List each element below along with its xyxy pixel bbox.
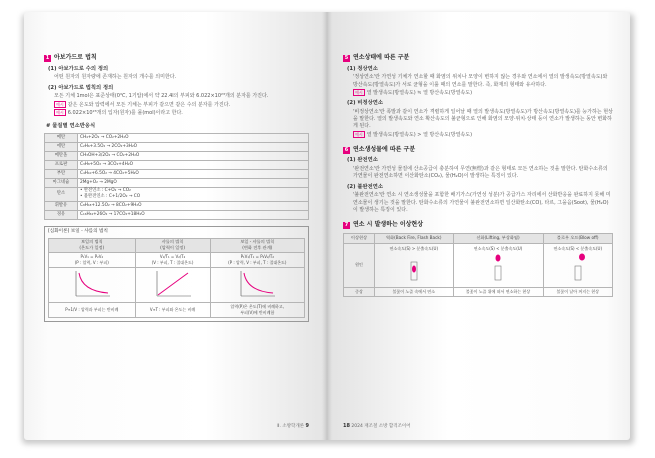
paragraph: '완전연소'란 가연성 물질에 산소공급이 충분하여 무연(無煙)과 같은 형태로 모든 연소하는 것을 말한다. 탄화수소류의 가연물이 완전연소하면 이산화탄소(CO₂), 물(H₂O)이 발생하는 특징이 있다.	[353, 166, 608, 180]
example-tag: 예시	[56, 109, 64, 115]
subsection-title: (1) 완전연소	[347, 157, 378, 164]
example-line: 예시 같은 온도와 압력에서 모든 기체는 부피가 같으면 같은 수의 분자를 가진다.	[56, 101, 231, 108]
book-spine	[322, 12, 332, 440]
law-desc: V∝T : 부피와 온도는 비례	[135, 302, 210, 317]
section-number: 6	[344, 146, 349, 153]
table-header: 블로우 오프(Blow off)	[543, 233, 613, 243]
section-title: 연소상태에 따른 구분	[353, 54, 410, 61]
box-caption: [심화이론] 보일 - 샤를의 법칙	[48, 229, 108, 235]
lifting-cell: 연소속도(S) < 분출속도(U)	[453, 243, 543, 287]
boyle-graph	[49, 267, 136, 302]
right-footer	[343, 423, 411, 429]
substance-name: 부탄	[45, 169, 78, 178]
section-number: 5	[344, 54, 349, 61]
paragraph: '정상연소'란 가연성 기체가 연소할 때 화염의 위치나 모양이 변하지 않는 경우와 연소에서 열의 발생속도(방열속도)와 방산속도(방열속도)가 서로 균형을 이룰 때의 연소를 말한다. 즉, 화재의 형태와 유사하다.	[353, 74, 608, 88]
backfire-cell: 연소속도(S) > 분출속도(U)	[375, 243, 454, 287]
section-number: 1	[45, 54, 50, 61]
law-header: 보일 - 샤를의 법칙 (변화 전후 관계)	[210, 238, 304, 252]
example-line: 예시 열 발생속도(방열속도) ≒ 열 방산속도(방열속도)	[355, 89, 473, 96]
table-row	[45, 160, 309, 169]
right-page	[327, 12, 630, 440]
law-formula: V₁/T₁ = V₂/T₂ (V : 부피, T : 절대온도)	[135, 252, 210, 267]
table-row	[45, 202, 309, 211]
substance-name: 마그네슘	[45, 178, 78, 187]
section-avogadro	[44, 54, 309, 63]
law-header: 샤를의 법칙 (압력이 일정)	[135, 238, 210, 252]
page-number: 9	[305, 423, 309, 429]
law-desc: P∝1/V : 압력과 부피는 반비례	[49, 302, 136, 317]
law-header: 보일의 법칙 (온도가 일정)	[49, 238, 136, 252]
reaction-formula: CH₃OH+3/2O₂ → CO₂+2H₂O	[78, 151, 309, 160]
combustion-table	[44, 133, 309, 220]
example-tag: 예시	[355, 131, 363, 137]
gas-law-table	[48, 238, 305, 318]
law-formula: P₁V₁/T₁ = P₂V₂/T₂ (P : 압력, V : 부피, T : 절대온도)	[210, 252, 304, 267]
paragraph: '불완전연소'란 연소 시 연소생성물을 포함한 배기가스(가연성 성분)가 공급가스 자리에서 산화반응을 완료하지 못해 미연소물이 생기는 것을 말한다. 탄화수소류의 가연물이 불완전연소하면 일산화탄소(CO), 타르, 그을음(Soot), 물(H₂O)이 발생하는 특징이 있다.	[353, 192, 611, 213]
reaction-formula: • 완전연소 : C+O₂ → CO₂ • 불완전연소 : C+1/2O₂ → CO	[78, 187, 309, 201]
law-desc: 압력(P)은 온도(T)에 비례하고, 부피(V)에 반비례함	[210, 302, 304, 317]
symptom-cell: 불꽃이 날아 꺼지는 현상	[543, 287, 613, 296]
burner-backfire-icon	[399, 252, 429, 282]
symptom-cell: 불꽃이 노즐 위에 떠서 연소하는 현상	[453, 287, 543, 296]
reaction-formula: 2Mg+O₂ → 2MgO	[78, 178, 309, 187]
subsection-title: (1) 정상연소	[347, 65, 378, 72]
paragraph: 모든 기체 1mol은 표준상태(0℃, 1기압)에서 약 22.4l의 부피와 6.022×10²³개의 분자를 가진다.	[54, 93, 269, 100]
section-combustion-products	[343, 146, 613, 155]
footer-text: Ⅱ. 소방학개론	[277, 424, 305, 429]
law-formula: P₁V₁ = P₂V₂ (P : 압력, V : 부피)	[49, 252, 136, 267]
table-row	[45, 151, 309, 160]
table-header: 이상현상	[344, 233, 375, 243]
boyle-charles-graph	[210, 267, 304, 302]
example-tag: 예시	[355, 89, 363, 95]
reaction-formula: C₂H₆+3.5O₂ → 2CO₂+3H₂O	[78, 142, 309, 151]
paragraph: 어떤 원자의 원자량에 존재하는 원자의 개수를 의미한다.	[54, 74, 177, 81]
substance-name: 메탄	[45, 133, 78, 142]
table-row	[45, 133, 309, 142]
charles-graph	[135, 267, 210, 302]
law-box	[44, 226, 309, 322]
substance-name: 프로판	[45, 160, 78, 169]
table-header: 선화(Lifting, 부상화염)	[453, 233, 543, 243]
blowoff-cell: 연소속도(S) < 분출속도(U)	[543, 243, 613, 287]
reaction-formula: C₈H₁₈+12.5O₂ → 8CO₂+9H₂O	[78, 202, 309, 211]
phenomena-table	[343, 233, 613, 297]
section-combustion-state	[343, 54, 613, 63]
paragraph: '비정상연소'란 폭발과 같이 연소가 격렬하게 일어날 때 열의 발생속도(방열속도)가 방산속도(방열속도)를 능가하는 현상을 말한다. 열의 발생속도와 연소 확산속도의 불균형으로 인해 화염의 모양·위치·상태 등이 연소가 발생하는 동안 변화하게 된다.	[353, 108, 613, 130]
section-title: 연소 시 발생하는 이상현상	[353, 221, 424, 229]
left-footer	[277, 423, 309, 429]
table-row	[45, 211, 309, 220]
page-number: 18	[343, 423, 350, 429]
burner-lifting-icon	[483, 252, 513, 282]
subsection-title: (2) 불완전연소	[347, 183, 383, 190]
reaction-formula: C₁₆H₃₄+26O₂ → 17CO₂+18H₂O	[78, 211, 309, 220]
table-heading: # 물질별 연소반응식	[46, 123, 96, 130]
substance-name: 탄소	[45, 187, 78, 201]
reaction-formula: C₄H₁₀+6.5O₂ → 4CO₂+5H₂O	[78, 169, 309, 178]
subsection-title: (2) 아보가드로 법칙의 정의	[48, 84, 114, 91]
table-row	[45, 142, 309, 151]
section-number: 7	[344, 221, 349, 228]
subsection-title: (1) 아보가드로 수의 정의	[48, 65, 109, 72]
example-tag: 예시	[56, 101, 64, 107]
section-title: 연소생성물에 따른 구분	[353, 145, 416, 153]
section-abnormal-phenomena	[343, 221, 613, 230]
table-row	[45, 178, 309, 187]
substance-name: 에탄	[45, 142, 78, 151]
left-page	[24, 12, 327, 440]
symptom-cell: 불꽃이 노즐 속에서 연소	[375, 287, 454, 296]
substance-name: 휘발유	[45, 202, 78, 211]
reaction-formula: CH₄+2O₂ → CO₂+2H₂O	[78, 133, 309, 142]
substance-name: 경유	[45, 211, 78, 220]
subsection-title: (2) 비정상연소	[347, 100, 383, 107]
table-row	[45, 187, 309, 201]
example-line: 예시 열 발생속도(방열속도) > 열 방산속도(방열속도)	[355, 131, 473, 138]
table-row	[45, 169, 309, 178]
table-header: 역화(Back Fire, Flash Back)	[375, 233, 454, 243]
footer-text: 2024 재조철 소방 합격조이어	[351, 424, 411, 429]
row-label: 원인	[344, 243, 375, 287]
row-label: 중상	[344, 287, 375, 296]
reaction-formula: C₃H₈+5O₂ → 3CO₂+4H₂O	[78, 160, 309, 169]
open-book	[24, 12, 630, 440]
burner-blowoff-icon	[563, 252, 593, 282]
example-line: 예시 6.022×10²³개의 입자(원자)를 몰(mol)이라고 한다.	[56, 109, 183, 116]
substance-name: 메탄올	[45, 151, 78, 160]
section-title: 아보가드로 법칙	[54, 54, 97, 61]
